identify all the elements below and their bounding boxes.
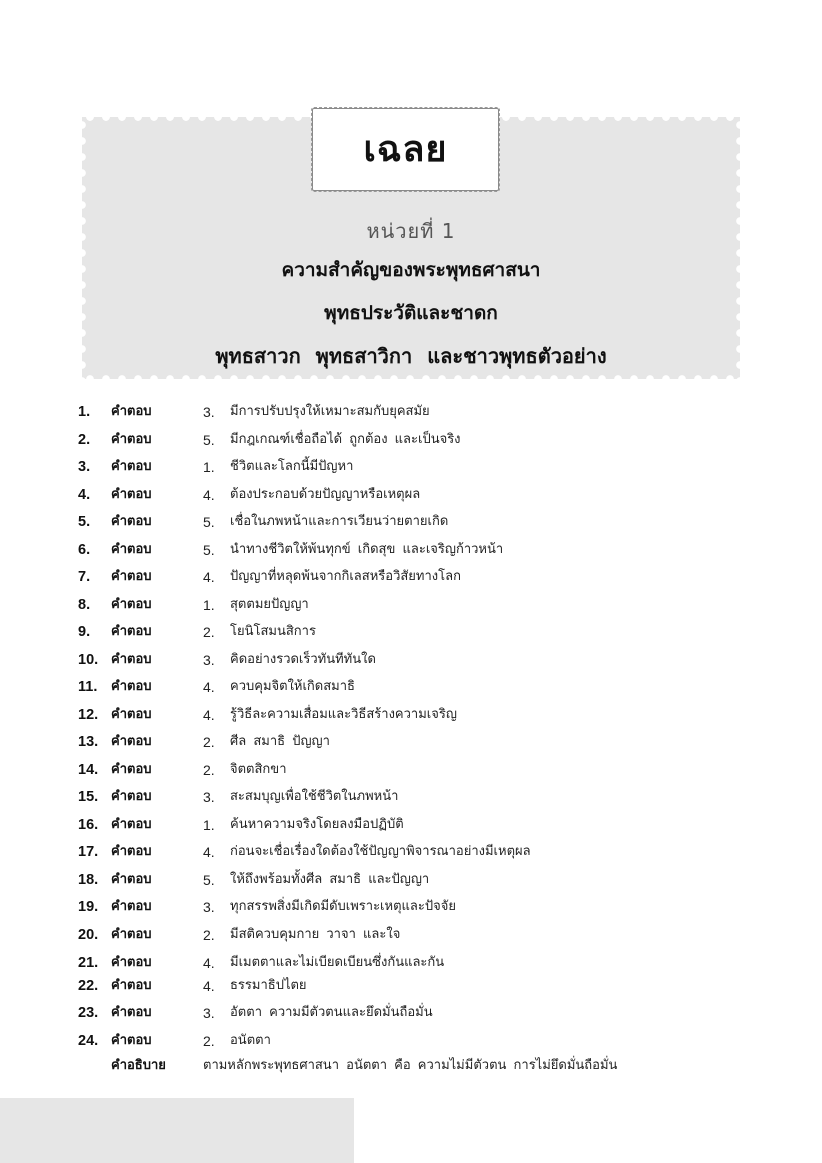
answer-label: คำตอบ [111, 978, 152, 993]
answer-row [0, 703, 822, 727]
answer-text: ควบคุมจิตให้เกิดสมาธิ [230, 679, 355, 694]
choice-number: 1. [203, 596, 215, 613]
answer-row [0, 675, 822, 699]
choice-number: 4. [203, 486, 215, 503]
answer-text: ธรรมาธิปไตย [230, 978, 307, 993]
choice-number: 4. [203, 706, 215, 723]
answer-text: มีกฎเกณฑ์เชื่อถือได้ ถูกต้อง และเป็นจริง [230, 431, 461, 447]
answer-label: คำตอบ [111, 1005, 152, 1020]
answer-row [0, 648, 822, 672]
question-number: 23. [78, 1005, 99, 1021]
answer-label: คำตอบ [111, 899, 152, 914]
question-number: 24. [78, 1033, 99, 1049]
question-number: 14. [78, 761, 99, 778]
banner-perforated-edge-bottom [82, 375, 740, 383]
answer-row [0, 455, 822, 479]
answer-label: คำตอบ [111, 679, 152, 694]
answer-label: คำตอบ [111, 706, 152, 722]
choice-number: 5. [203, 431, 215, 448]
question-number: 20. [78, 926, 99, 943]
question-number: 11. [78, 679, 98, 695]
answer-text: ศีล สมาธิ ปัญญา [230, 734, 330, 749]
choice-number: 3. [203, 789, 215, 805]
unit-heading-2: พุทธประวัติและชาดก [324, 302, 498, 324]
question-number: 5. [78, 514, 91, 530]
answer-text: มีการปรับปรุงให้เหมาะสมกับยุคสมัย [230, 404, 430, 419]
choice-number: 3. [203, 899, 215, 915]
question-number: 21. [78, 955, 99, 971]
answer-text: โยนิโสมนสิการ [230, 624, 316, 639]
answer-label: คำตอบ [111, 624, 152, 639]
unit-label: หน่วยที่ 1 [366, 219, 456, 243]
answer-row [0, 868, 822, 892]
choice-number: 4. [203, 844, 215, 860]
answer-label: คำตอบ [111, 486, 152, 502]
answer-row [0, 620, 822, 644]
explanation-text: ตามหลักพระพุทธศาสนา อนัตตา คือ ความไม่มีตัวตน การไม่ยึดมั่นถือมั่น [203, 1058, 618, 1073]
question-number: 3. [78, 459, 91, 475]
answer-text: มีสติควบคุมกาย วาจา และใจ [230, 926, 401, 942]
answer-row [0, 840, 822, 864]
question-number: 22. [78, 978, 99, 994]
answer-label: คำตอบ [111, 1033, 152, 1048]
explanation-label: คำอธิบาย [111, 1058, 166, 1073]
answer-text: ต้องประกอบด้วยปัญญาหรือเหตุผล [230, 486, 421, 502]
choice-number: 3. [203, 1005, 215, 1021]
answer-row [0, 400, 822, 424]
unit-heading-1: ความสำคัญของพระพุทธศาสนา [281, 259, 541, 281]
answer-text: รู้วิธีละความเสื่อมและวิธีสร้างความเจริญ [230, 706, 457, 722]
question-number: 9. [78, 624, 91, 640]
answer-row [0, 895, 822, 919]
choice-number: 1. [203, 459, 215, 475]
answer-text: ทุกสรรพสิ่งมีเกิดมีดับเพราะเหตุและปัจจัย [230, 899, 456, 914]
answer-text: สะสมบุญเพื่อใช้ชีวิตในภพหน้า [230, 789, 399, 804]
choice-number: 4. [203, 569, 215, 585]
answer-label: คำตอบ [111, 926, 152, 942]
answer-label: คำตอบ [111, 431, 152, 447]
answer-label: คำตอบ [111, 816, 152, 832]
choice-number: 3. [203, 651, 215, 668]
answer-text: ค้นหาความจริงโดยลงมือปฏิบัติ [230, 816, 404, 832]
answer-row [0, 951, 822, 975]
question-number: 8. [78, 596, 91, 613]
question-number: 1. [78, 404, 91, 420]
answer-text: สุตตมยปัญญา [230, 596, 309, 612]
footer-gray-box [0, 1098, 354, 1163]
answer-row [0, 565, 822, 589]
question-number: 13. [78, 734, 99, 750]
answer-label: คำตอบ [111, 844, 152, 859]
answer-row [0, 593, 822, 617]
answer-label: คำตอบ [111, 955, 152, 970]
answer-label: คำตอบ [111, 514, 152, 529]
choice-number: 5. [203, 871, 215, 888]
answer-label: คำตอบ [111, 541, 152, 557]
answer-label: คำตอบ [111, 761, 152, 777]
answer-row [0, 730, 822, 754]
choice-number: 2. [203, 624, 215, 640]
answer-label: คำตอบ [111, 789, 152, 804]
choice-number: 2. [203, 926, 215, 943]
choice-number: 5. [203, 514, 215, 530]
answer-text: นำทางชีวิตให้พ้นทุกข์ เกิดสุข และเจริญก้าวหน้า [230, 541, 504, 557]
question-number: 4. [78, 486, 91, 503]
answer-label: คำตอบ [111, 651, 152, 667]
choice-number: 2. [203, 761, 215, 778]
answer-text: คิดอย่างรวดเร็วทันทีทันใด [230, 651, 376, 667]
page-title: เฉลย [363, 128, 448, 170]
answer-row [0, 758, 822, 782]
choice-number: 4. [203, 679, 215, 695]
answer-text: อนัตตา [230, 1033, 271, 1048]
question-number: 2. [78, 431, 91, 448]
answer-row [0, 483, 822, 507]
answer-text: ปัญญาที่หลุดพ้นจากกิเลสหรือวิสัยทางโลก [230, 569, 461, 584]
answer-row [0, 538, 822, 562]
answer-text: มีเมตตาและไม่เบียดเบียนซึ่งกันและกัน [230, 955, 445, 970]
answer-label: คำตอบ [111, 871, 152, 887]
answer-text: ให้ถึงพร้อมทั้งศีล สมาธิ และปัญญา [230, 871, 430, 887]
answer-row [0, 813, 822, 837]
choice-number: 4. [203, 955, 215, 971]
answer-row [0, 1001, 822, 1025]
question-number: 19. [78, 899, 99, 915]
question-number: 18. [78, 871, 99, 888]
choice-number: 2. [203, 1033, 215, 1049]
question-number: 15. [78, 789, 99, 805]
choice-number: 2. [203, 734, 215, 750]
answer-text: ก่อนจะเชื่อเรื่องใดต้องใช้ปัญญาพิจารณาอย่างมีเหตุผล [230, 844, 531, 859]
question-number: 17. [78, 844, 99, 860]
question-number: 12. [78, 706, 99, 723]
title-stamp-box [312, 108, 499, 191]
unit-heading-3: พุทธสาวก พุทธสาวิกา และชาวพุทธตัวอย่าง [215, 344, 607, 368]
answer-label: คำตอบ [111, 734, 152, 749]
answer-text: อัตตา ความมีตัวตนและยึดมั่นถือมั่น [230, 1005, 433, 1020]
answer-text: เชื่อในภพหน้าและการเวียนว่ายตายเกิด [230, 514, 449, 529]
choice-number: 5. [203, 541, 215, 558]
answer-row [0, 428, 822, 452]
answer-row [0, 1029, 822, 1053]
answer-row [0, 510, 822, 534]
answer-label: คำตอบ [111, 596, 152, 612]
answer-row [0, 974, 822, 998]
choice-number: 1. [203, 816, 215, 833]
question-number: 6. [78, 541, 91, 558]
choice-number: 3. [203, 404, 215, 420]
question-number: 7. [78, 569, 91, 585]
answer-row [0, 785, 822, 809]
answer-text: ชีวิตและโลกนี้มีปัญหา [230, 459, 354, 474]
answer-text: จิตตสิกขา [230, 761, 287, 777]
answer-label: คำตอบ [111, 404, 152, 419]
question-number: 10. [78, 651, 99, 668]
explanation-row [0, 1054, 822, 1078]
answer-row [0, 923, 822, 947]
question-number: 16. [78, 816, 99, 833]
choice-number: 4. [203, 978, 215, 994]
answer-label: คำตอบ [111, 569, 152, 584]
answer-label: คำตอบ [111, 459, 152, 474]
